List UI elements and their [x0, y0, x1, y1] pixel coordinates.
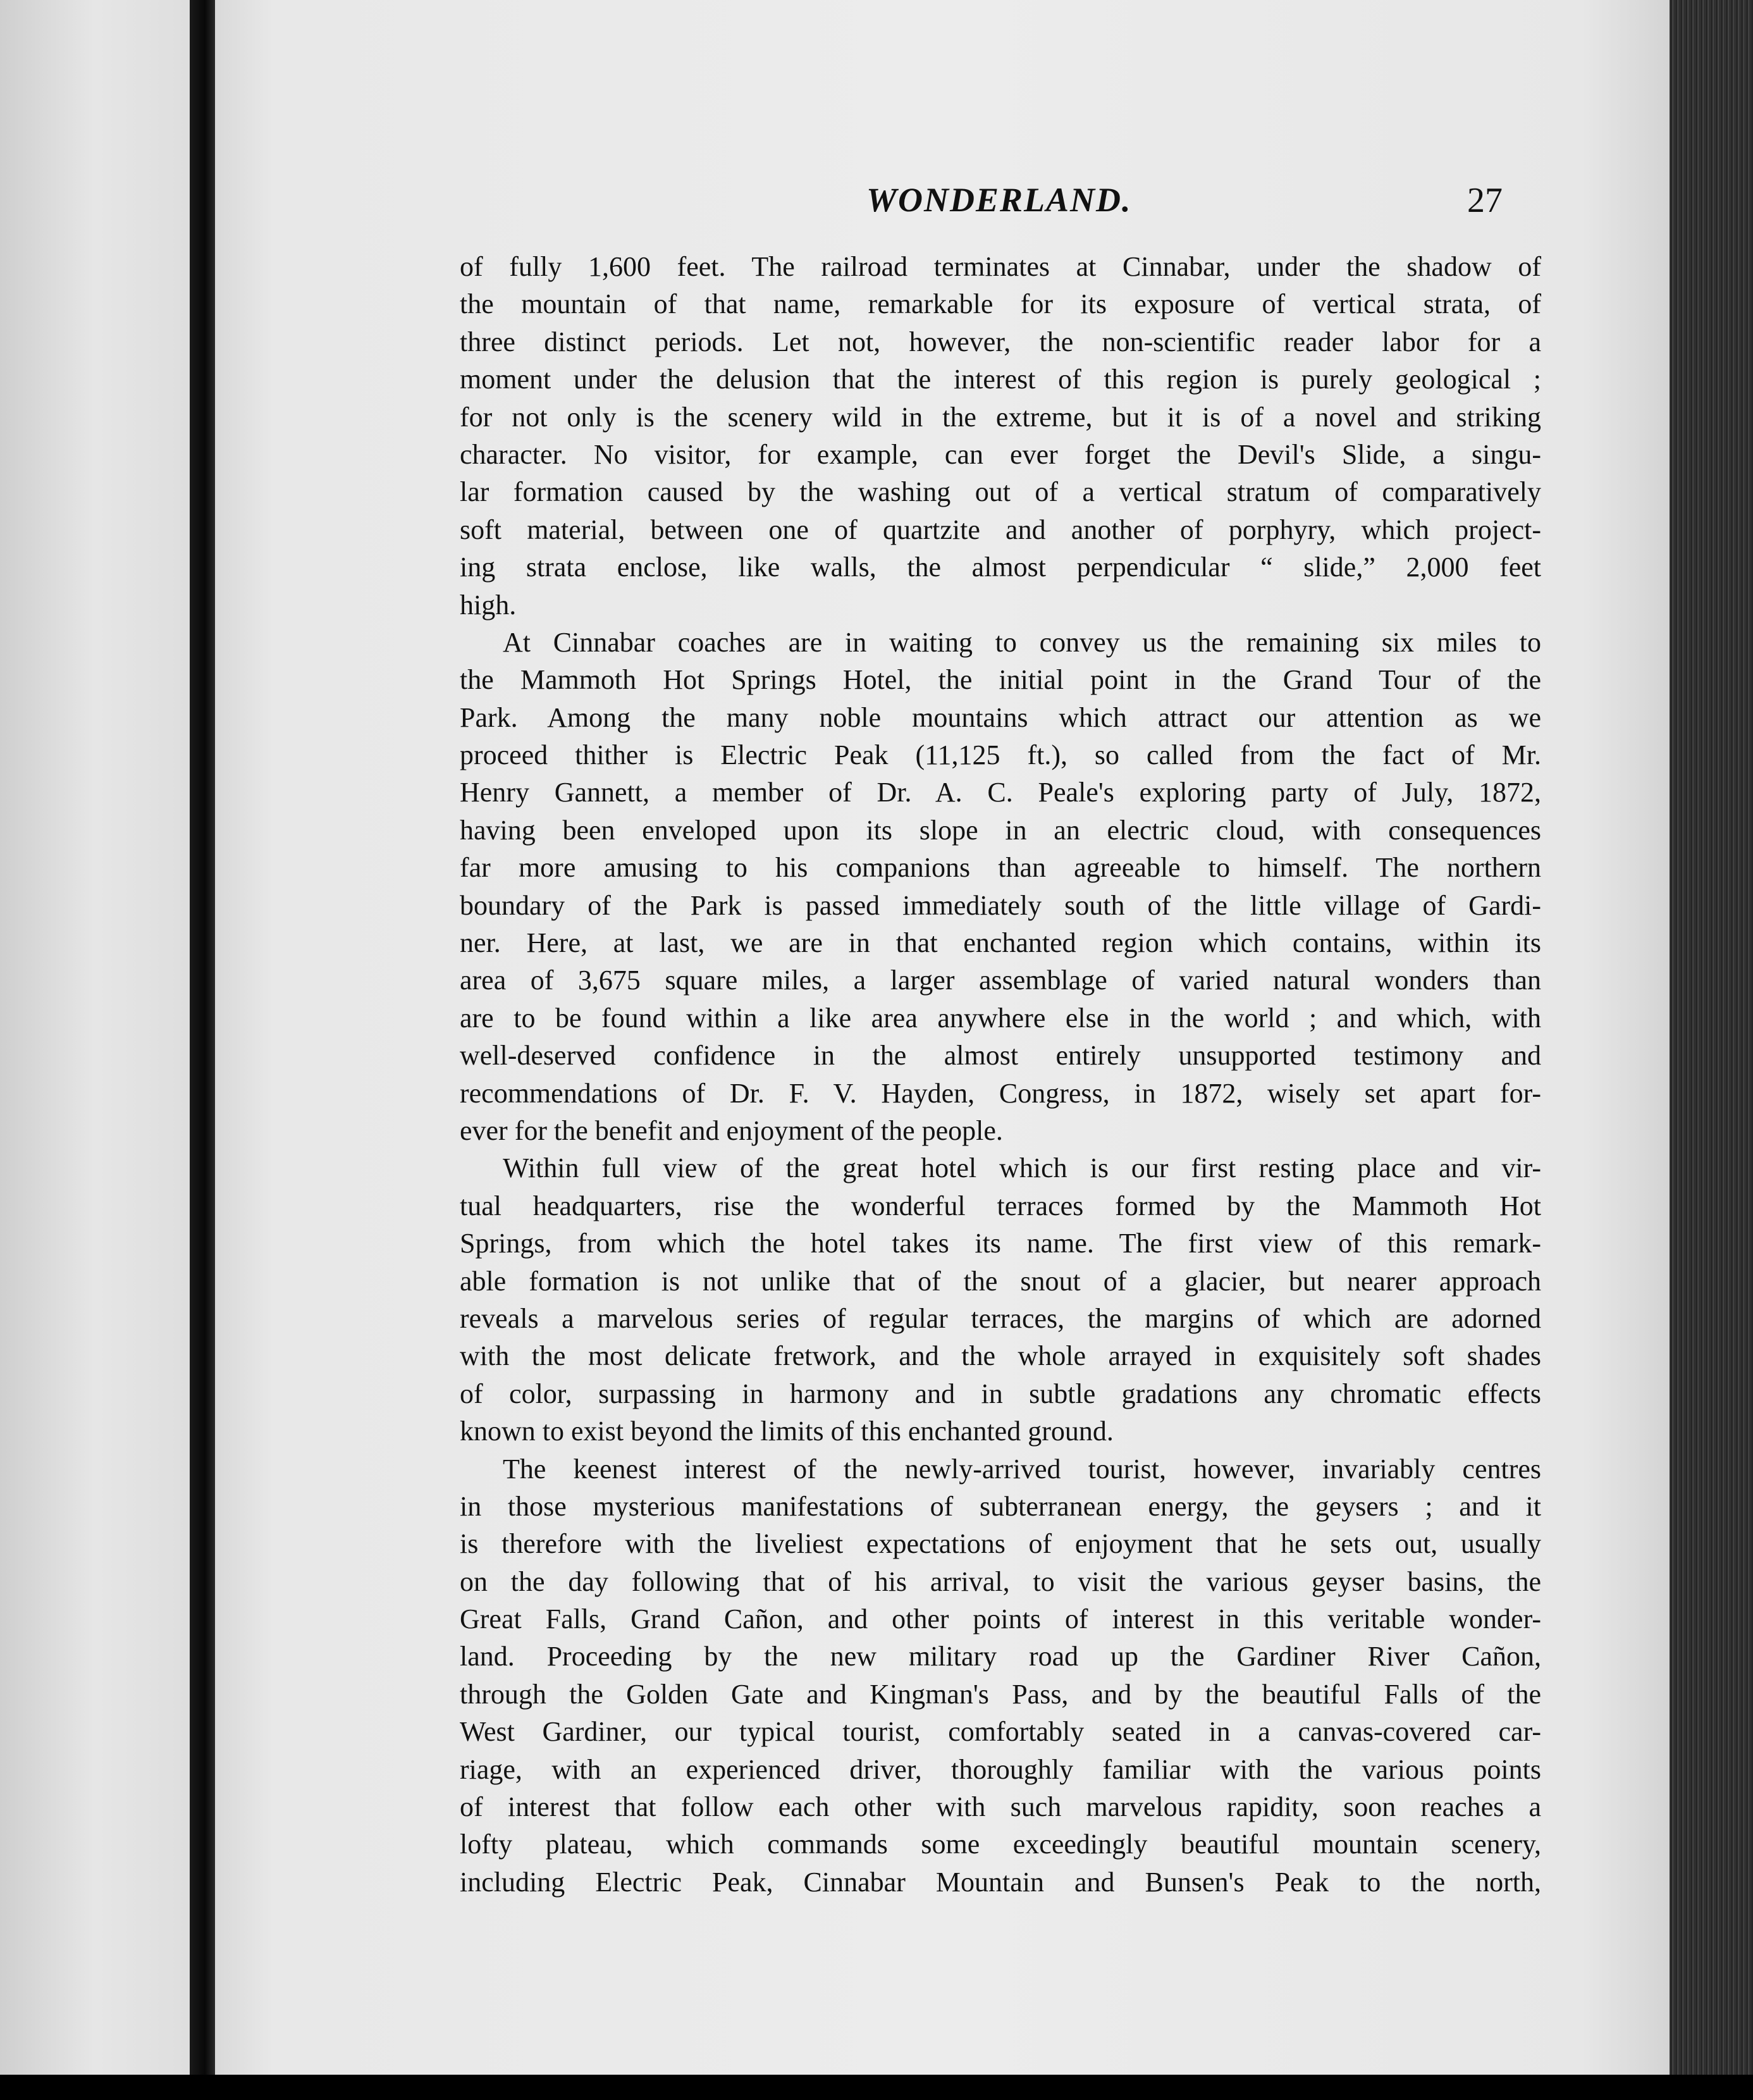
- text-line: Great Falls, Grand Cañon, and other points of interest in this veritable wonder-: [460, 1603, 1541, 1635]
- text-line: lofty plateau, which commands some exceedingly beautiful mountain scenery,: [460, 1829, 1541, 1860]
- running-title: WONDERLAND.: [866, 181, 1132, 219]
- text-line: proceed thither is Electric Peak (11,125 ft.), so called from the fact of Mr.: [460, 739, 1541, 771]
- text-line: Springs, from which the hotel takes its name. The first view of this remark-: [460, 1228, 1541, 1259]
- text-line: lar formation caused by the washing out of a vertical stratum of comparatively: [460, 476, 1541, 508]
- text-line: soft material, between one of quartzite and another of porphyry, which project-: [460, 514, 1541, 545]
- scan-bottom-border: [0, 2075, 1753, 2100]
- text-line: West Gardiner, our typical tourist, comfortably seated in a canvas-covered car-: [460, 1716, 1541, 1748]
- running-head: [215, 180, 1543, 218]
- text-line: including Electric Peak, Cinnabar Mountain and Bunsen's Peak to the north,: [460, 1866, 1541, 1898]
- text-line: ever for the benefit and enjoyment of the people.: [460, 1115, 1003, 1146]
- text-line: well-deserved confidence in the almost entirely unsupported testimony and: [460, 1040, 1541, 1072]
- text-line: able formation is not unlike that of the snout of a glacier, but nearer approach: [460, 1265, 1541, 1297]
- text-line: of fully 1,600 feet. The railroad terminates at Cinnabar, under the shadow of: [460, 251, 1541, 282]
- paragraph: [460, 248, 1541, 624]
- text-line: reveals a marvelous series of regular terraces, the margins of which are adorned: [460, 1302, 1541, 1334]
- text-line: tual headquarters, rise the wonderful terraces formed by the Mammoth Hot: [460, 1190, 1541, 1221]
- text-line: ing strata enclose, like walls, the almost perpendicular “ slide,” 2,000 feet: [460, 552, 1541, 583]
- page-stack-edges: [1670, 0, 1753, 2075]
- text-line: of color, surpassing in harmony and in subtle gradations any chromatic effects: [460, 1378, 1541, 1409]
- text-line: with the most delicate fretwork, and the whole arrayed in exquisitely soft shades: [460, 1340, 1541, 1372]
- paragraph: [460, 1450, 1541, 1901]
- text-line: for not only is the scenery wild in the extreme, but it is of a novel and striking: [460, 401, 1541, 433]
- text-line: is therefore with the liveliest expectations of enjoyment that he sets out, usually: [460, 1528, 1541, 1560]
- text-line: riage, with an experienced driver, thoroughly familiar with the various points: [460, 1753, 1541, 1785]
- text-line: The keenest interest of the newly-arrived tourist, however, invariably centres: [503, 1453, 1541, 1485]
- text-line: having been enveloped upon its slope in an electric cloud, with consequences: [460, 814, 1541, 846]
- text-line: of interest that follow each other with such marvelous rapidity, soon reaches a: [460, 1791, 1541, 1823]
- page-number: 27: [1467, 181, 1503, 220]
- text-line: ner. Here, at last, we are in that enchanted region which contains, within its: [460, 927, 1541, 959]
- text-line: moment under the delusion that the interest of this region is purely geological ;: [460, 364, 1541, 395]
- text-line: are to be found within a like area anywhere else in the world ; and which, with: [460, 1002, 1541, 1034]
- text-line: through the Golden Gate and Kingman's Pass, and by the beautiful Falls of the: [460, 1678, 1541, 1710]
- book-gutter: [190, 0, 215, 2100]
- text-line: the Mammoth Hot Springs Hotel, the initial point in the Grand Tour of the: [460, 664, 1541, 696]
- text-line: high.: [460, 589, 517, 621]
- text-line: land. Proceeding by the new military road up the Gardiner River Cañon,: [460, 1641, 1541, 1672]
- text-line: area of 3,675 square miles, a larger assemblage of varied natural wonders than: [460, 965, 1541, 996]
- text-line: the mountain of that name, remarkable for its exposure of vertical strata, of: [460, 288, 1541, 320]
- text-line: Within full view of the great hotel which is our first resting place and vir-: [503, 1152, 1541, 1184]
- text-line: Park. Among the many noble mountains which attract our attention as we: [460, 701, 1541, 733]
- text-line: recommendations of Dr. F. V. Hayden, Congress, in 1872, wisely set apart for-: [460, 1077, 1541, 1109]
- paragraph: [460, 624, 1541, 1149]
- text-line: three distinct periods. Let not, however, the non-scientific reader labor for a: [460, 326, 1541, 357]
- text-line: character. No visitor, for example, can ever forget the Devil's Slide, a singu-: [460, 438, 1541, 470]
- body-text: [460, 248, 1541, 1901]
- text-line: known to exist beyond the limits of this enchanted ground.: [460, 1416, 1114, 1447]
- paragraph: [460, 1149, 1541, 1450]
- text-line: boundary of the Park is passed immediately south of the little village of Gardi-: [460, 889, 1541, 921]
- text-line: in those mysterious manifestations of subterranean energy, the geysers ; and it: [460, 1490, 1541, 1522]
- text-line: At Cinnabar coaches are in waiting to convey us the remaining six miles to: [503, 626, 1541, 658]
- previous-page-edge: [0, 0, 190, 2100]
- text-line: Henry Gannett, a member of Dr. A. C. Peale's exploring party of July, 1872,: [460, 777, 1541, 808]
- text-line: far more amusing to his companions than agreeable to himself. The northern: [460, 852, 1541, 884]
- text-line: on the day following that of his arrival, to visit the various geyser basins, the: [460, 1566, 1541, 1597]
